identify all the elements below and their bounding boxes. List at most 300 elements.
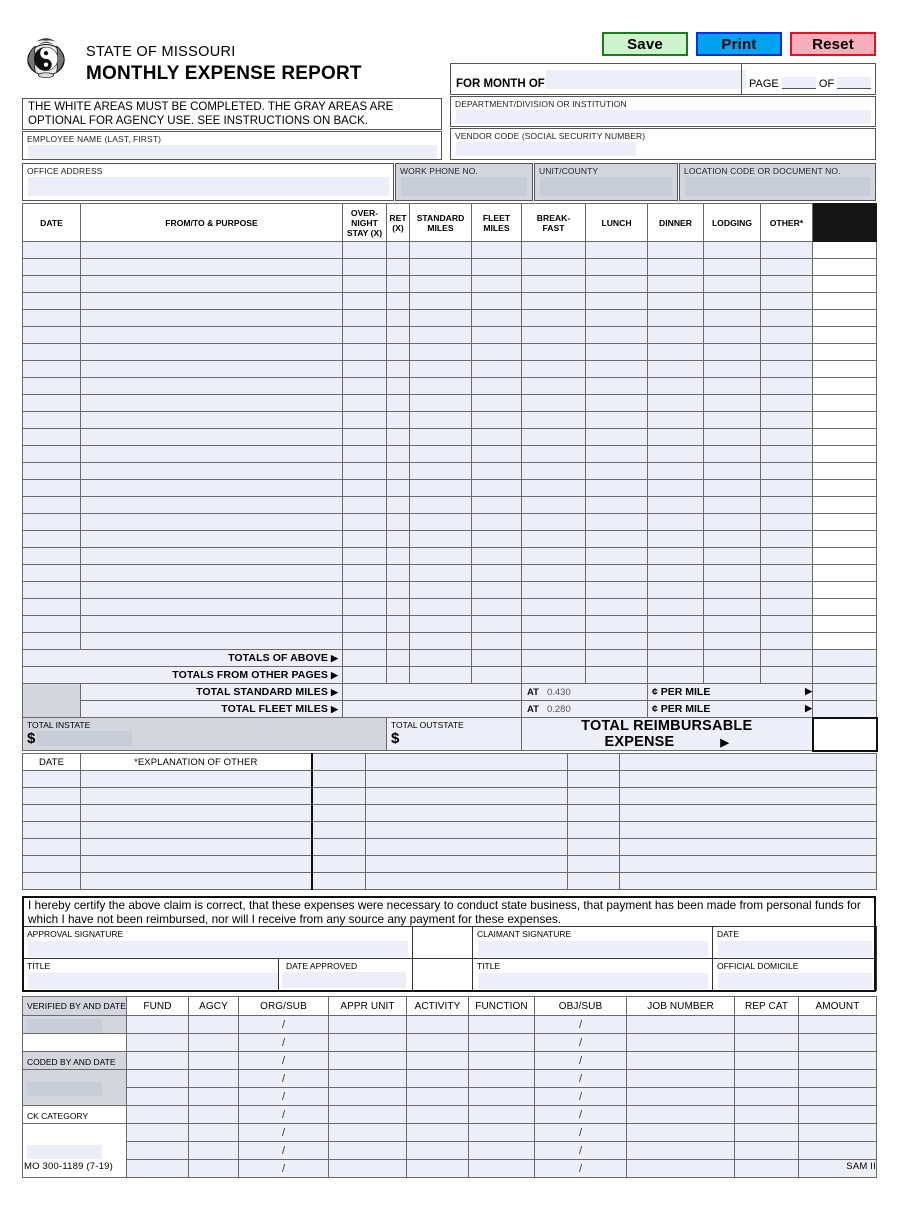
cell[interactable] [586, 429, 648, 446]
cell[interactable] [704, 395, 761, 412]
cell[interactable] [410, 463, 472, 480]
cell[interactable] [761, 293, 813, 310]
cell[interactable] [735, 1088, 799, 1106]
cell[interactable] [387, 650, 410, 667]
cell[interactable] [23, 463, 81, 480]
cell[interactable] [81, 463, 343, 480]
cell[interactable] [522, 633, 586, 650]
cell[interactable] [586, 327, 648, 344]
cell[interactable] [761, 344, 813, 361]
cell[interactable] [343, 565, 387, 582]
cell[interactable] [387, 667, 410, 684]
cell[interactable] [23, 822, 81, 839]
cell[interactable] [627, 1124, 735, 1142]
unit-county-input[interactable] [540, 177, 672, 196]
cell[interactable] [761, 582, 813, 599]
cell[interactable] [469, 1142, 535, 1160]
cell[interactable] [23, 771, 81, 788]
cell[interactable] [81, 429, 343, 446]
cell[interactable] [81, 633, 343, 650]
employee-name-input[interactable] [28, 145, 437, 159]
cell[interactable] [704, 497, 761, 514]
cell[interactable] [522, 344, 586, 361]
cell[interactable] [522, 650, 586, 667]
cell[interactable] [648, 582, 704, 599]
cell[interactable] [469, 1016, 535, 1034]
cell[interactable] [343, 463, 387, 480]
cell[interactable] [407, 1124, 469, 1142]
cell[interactable] [366, 788, 568, 805]
cell[interactable] [799, 1088, 877, 1106]
cell[interactable] [522, 514, 586, 531]
cell[interactable] [535, 1088, 627, 1106]
cell[interactable] [735, 1142, 799, 1160]
cell[interactable] [799, 1034, 877, 1052]
cell[interactable] [410, 633, 472, 650]
cell[interactable] [312, 856, 366, 873]
cell[interactable] [472, 633, 522, 650]
cell[interactable] [627, 1034, 735, 1052]
cell[interactable] [704, 667, 761, 684]
cell[interactable] [189, 1142, 239, 1160]
fleet-amount[interactable] [813, 701, 877, 718]
cell[interactable] [329, 1124, 407, 1142]
cell[interactable] [387, 633, 410, 650]
cell[interactable] [648, 480, 704, 497]
cell[interactable] [620, 754, 877, 771]
cell[interactable] [387, 497, 410, 514]
cell[interactable] [522, 412, 586, 429]
cell[interactable] [535, 1034, 627, 1052]
cell[interactable] [799, 1106, 877, 1124]
cell[interactable] [586, 565, 648, 582]
cell[interactable] [410, 310, 472, 327]
date-input[interactable] [718, 941, 872, 957]
cell[interactable] [586, 582, 648, 599]
cell[interactable] [343, 327, 387, 344]
cell[interactable] [472, 259, 522, 276]
cell[interactable] [704, 548, 761, 565]
cell[interactable] [407, 1016, 469, 1034]
cell[interactable] [522, 259, 586, 276]
cell[interactable] [648, 242, 704, 259]
cell[interactable] [239, 1124, 329, 1142]
cell[interactable] [23, 531, 81, 548]
cell[interactable] [648, 514, 704, 531]
cell[interactable] [387, 259, 410, 276]
cell[interactable] [648, 446, 704, 463]
cell[interactable] [387, 429, 410, 446]
cell[interactable] [23, 805, 81, 822]
cell[interactable] [648, 310, 704, 327]
cell[interactable] [23, 361, 81, 378]
cell[interactable] [387, 582, 410, 599]
cell[interactable] [343, 446, 387, 463]
cell[interactable] [586, 531, 648, 548]
cell[interactable] [410, 480, 472, 497]
cell[interactable] [735, 1106, 799, 1124]
cell[interactable] [189, 1034, 239, 1052]
cell[interactable] [648, 548, 704, 565]
cell[interactable] [23, 276, 81, 293]
cell[interactable] [81, 378, 343, 395]
cell[interactable] [761, 480, 813, 497]
cell[interactable] [81, 361, 343, 378]
cell[interactable] [407, 1070, 469, 1088]
cell[interactable] [627, 1016, 735, 1034]
cell[interactable] [239, 1070, 329, 1088]
cell[interactable] [620, 822, 877, 839]
standard-rate-cell[interactable]: AT 0.430 [522, 684, 648, 701]
cell[interactable] [127, 1160, 189, 1178]
cell[interactable] [522, 395, 586, 412]
approval-signature-input[interactable] [28, 941, 408, 957]
cell[interactable] [410, 327, 472, 344]
cell[interactable] [704, 650, 761, 667]
cell[interactable] [329, 1160, 407, 1178]
cell[interactable] [410, 344, 472, 361]
office-address-input[interactable] [28, 177, 389, 196]
cell[interactable] [761, 429, 813, 446]
cell[interactable] [23, 856, 81, 873]
cell[interactable] [343, 531, 387, 548]
cell[interactable] [81, 242, 343, 259]
cell[interactable] [735, 1070, 799, 1088]
cell[interactable] [81, 839, 312, 856]
cell[interactable] [469, 1160, 535, 1178]
cell[interactable] [648, 497, 704, 514]
cell[interactable] [704, 242, 761, 259]
cell[interactable] [586, 616, 648, 633]
total-standard-miles-value[interactable] [343, 684, 522, 701]
cell[interactable] [329, 1016, 407, 1034]
cell[interactable] [387, 599, 410, 616]
cell[interactable] [23, 327, 81, 344]
cell[interactable] [127, 1034, 189, 1052]
total-outstate-input[interactable] [401, 731, 496, 746]
cell[interactable] [410, 378, 472, 395]
cell[interactable] [704, 446, 761, 463]
cell[interactable] [535, 1160, 627, 1178]
cell[interactable] [23, 395, 81, 412]
cell[interactable] [472, 514, 522, 531]
cell[interactable] [387, 446, 410, 463]
cell[interactable] [343, 514, 387, 531]
cell[interactable] [704, 633, 761, 650]
cell[interactable] [648, 650, 704, 667]
cell[interactable] [586, 446, 648, 463]
cell[interactable] [586, 276, 648, 293]
cell[interactable] [343, 293, 387, 310]
cell[interactable] [343, 395, 387, 412]
cell[interactable] [410, 446, 472, 463]
cell[interactable] [81, 805, 312, 822]
cell[interactable] [23, 633, 81, 650]
cell[interactable] [472, 650, 522, 667]
cell[interactable] [472, 497, 522, 514]
cell[interactable] [23, 839, 81, 856]
cell[interactable] [469, 1106, 535, 1124]
cell[interactable] [329, 1070, 407, 1088]
cell[interactable] [522, 565, 586, 582]
cell[interactable] [522, 548, 586, 565]
cell[interactable] [761, 667, 813, 684]
cell[interactable] [761, 497, 813, 514]
cell[interactable] [472, 429, 522, 446]
cell[interactable] [761, 514, 813, 531]
cell[interactable] [23, 616, 81, 633]
cell[interactable] [23, 480, 81, 497]
cell[interactable] [239, 1142, 329, 1160]
cell[interactable] [799, 1070, 877, 1088]
cell[interactable] [648, 378, 704, 395]
cell[interactable] [627, 1142, 735, 1160]
cell[interactable] [312, 822, 366, 839]
cell[interactable] [127, 1052, 189, 1070]
cell[interactable] [799, 1142, 877, 1160]
cell[interactable] [23, 310, 81, 327]
cell[interactable] [735, 1034, 799, 1052]
cell[interactable] [410, 361, 472, 378]
reset-button[interactable]: Reset [790, 32, 876, 56]
cell[interactable] [81, 873, 312, 890]
cell[interactable] [648, 344, 704, 361]
cell[interactable] [522, 667, 586, 684]
cell[interactable] [620, 805, 877, 822]
cell[interactable] [343, 650, 387, 667]
cell[interactable] [343, 344, 387, 361]
total-reimbursable-input[interactable] [813, 718, 877, 751]
cell[interactable] [189, 1016, 239, 1034]
cell[interactable] [343, 497, 387, 514]
cell[interactable] [81, 395, 343, 412]
cell[interactable] [472, 616, 522, 633]
cell[interactable] [522, 480, 586, 497]
cell[interactable] [704, 259, 761, 276]
cell[interactable] [81, 327, 343, 344]
date-approved-input[interactable] [282, 972, 406, 988]
cell[interactable] [81, 599, 343, 616]
cell[interactable] [329, 1088, 407, 1106]
cell[interactable] [799, 1052, 877, 1070]
cell[interactable] [586, 650, 648, 667]
cell[interactable] [522, 497, 586, 514]
cell[interactable] [648, 327, 704, 344]
cell[interactable] [568, 771, 620, 788]
cell[interactable] [410, 514, 472, 531]
cell[interactable] [239, 1088, 329, 1106]
cell[interactable] [239, 1034, 329, 1052]
cell[interactable] [407, 1052, 469, 1070]
cell[interactable] [387, 242, 410, 259]
cell[interactable] [469, 1070, 535, 1088]
cell[interactable] [627, 1052, 735, 1070]
cell[interactable] [387, 565, 410, 582]
cell[interactable] [410, 276, 472, 293]
cell[interactable] [472, 480, 522, 497]
cell[interactable] [586, 667, 648, 684]
cell[interactable] [472, 412, 522, 429]
cell[interactable] [648, 361, 704, 378]
cell[interactable] [410, 650, 472, 667]
cell[interactable] [127, 1070, 189, 1088]
claimant-signature-input[interactable] [478, 941, 708, 957]
cell[interactable] [312, 839, 366, 856]
cell[interactable] [410, 599, 472, 616]
cell[interactable] [648, 531, 704, 548]
cell[interactable] [522, 531, 586, 548]
cell[interactable] [387, 327, 410, 344]
cell[interactable] [387, 310, 410, 327]
save-button[interactable]: Save [602, 32, 688, 56]
cell[interactable] [23, 259, 81, 276]
cell[interactable] [535, 1124, 627, 1142]
cell[interactable] [472, 378, 522, 395]
cell[interactable] [761, 565, 813, 582]
cell[interactable] [704, 514, 761, 531]
cell[interactable] [620, 771, 877, 788]
cell[interactable] [343, 276, 387, 293]
cell[interactable] [387, 276, 410, 293]
cell[interactable] [81, 310, 343, 327]
cell[interactable] [761, 599, 813, 616]
cell[interactable] [387, 395, 410, 412]
accounting-side-label[interactable] [23, 1016, 127, 1034]
cell[interactable] [761, 310, 813, 327]
cell[interactable] [81, 497, 343, 514]
cell[interactable] [469, 1034, 535, 1052]
cell[interactable] [410, 497, 472, 514]
cell[interactable] [23, 582, 81, 599]
cell[interactable] [648, 412, 704, 429]
cell[interactable] [410, 667, 472, 684]
cell[interactable] [23, 599, 81, 616]
cell[interactable] [387, 344, 410, 361]
cell[interactable] [761, 361, 813, 378]
cell[interactable] [568, 839, 620, 856]
cell[interactable] [586, 395, 648, 412]
fleet-rate-cell[interactable]: AT 0.280 [522, 701, 648, 718]
cell[interactable] [81, 548, 343, 565]
cell[interactable] [312, 788, 366, 805]
cell[interactable] [586, 412, 648, 429]
print-button[interactable]: Print [696, 32, 782, 56]
cell[interactable] [535, 1052, 627, 1070]
for-month-input[interactable] [546, 70, 746, 89]
cell[interactable] [648, 259, 704, 276]
cell[interactable] [620, 839, 877, 856]
cell[interactable] [81, 788, 312, 805]
cell[interactable] [387, 293, 410, 310]
cell[interactable] [343, 378, 387, 395]
vendor-code-input[interactable] [456, 142, 636, 156]
cell[interactable] [343, 480, 387, 497]
cell[interactable] [81, 276, 343, 293]
cell[interactable] [189, 1088, 239, 1106]
cell[interactable] [522, 616, 586, 633]
cell[interactable] [366, 856, 568, 873]
cell[interactable] [586, 463, 648, 480]
cell[interactable] [627, 1070, 735, 1088]
cell[interactable] [312, 754, 366, 771]
cell[interactable] [535, 1016, 627, 1034]
cell[interactable] [366, 873, 568, 890]
cell[interactable] [189, 1106, 239, 1124]
cell[interactable] [704, 582, 761, 599]
cell[interactable] [568, 856, 620, 873]
cell[interactable] [189, 1124, 239, 1142]
cell[interactable] [648, 276, 704, 293]
cell[interactable] [472, 599, 522, 616]
cell[interactable] [366, 771, 568, 788]
cell[interactable] [586, 259, 648, 276]
cell[interactable] [735, 1052, 799, 1070]
cell[interactable] [410, 565, 472, 582]
cell[interactable] [366, 754, 568, 771]
cell[interactable] [472, 344, 522, 361]
cell[interactable] [387, 548, 410, 565]
side-label-input[interactable] [27, 1082, 102, 1096]
cell[interactable] [81, 531, 343, 548]
cell[interactable] [387, 378, 410, 395]
cell[interactable] [410, 531, 472, 548]
side-label-input[interactable] [27, 1019, 102, 1033]
cell[interactable] [343, 361, 387, 378]
cell[interactable] [627, 1106, 735, 1124]
cell[interactable] [239, 1052, 329, 1070]
cell[interactable] [522, 276, 586, 293]
cell[interactable] [329, 1142, 407, 1160]
cell[interactable] [522, 361, 586, 378]
cell[interactable] [648, 633, 704, 650]
cell[interactable] [387, 480, 410, 497]
cell[interactable] [761, 616, 813, 633]
cell[interactable] [586, 548, 648, 565]
cell[interactable] [472, 327, 522, 344]
cell[interactable] [586, 480, 648, 497]
cell[interactable] [410, 429, 472, 446]
work-phone-input[interactable] [401, 177, 527, 196]
cell[interactable] [568, 873, 620, 890]
cell[interactable] [522, 293, 586, 310]
cell[interactable] [704, 599, 761, 616]
cell[interactable] [343, 310, 387, 327]
cell[interactable] [410, 548, 472, 565]
cell[interactable] [586, 599, 648, 616]
cell[interactable] [410, 616, 472, 633]
cell[interactable] [410, 412, 472, 429]
cell[interactable] [472, 463, 522, 480]
cell[interactable] [23, 293, 81, 310]
side-label-input[interactable] [27, 1145, 102, 1159]
cell[interactable] [469, 1052, 535, 1070]
cell[interactable] [627, 1160, 735, 1178]
cell[interactable] [522, 599, 586, 616]
cell[interactable] [343, 259, 387, 276]
cell[interactable] [648, 667, 704, 684]
cell[interactable] [343, 667, 387, 684]
accounting-side-label[interactable] [23, 1070, 127, 1106]
cell[interactable] [568, 788, 620, 805]
cell[interactable] [586, 378, 648, 395]
cell[interactable] [387, 616, 410, 633]
cell[interactable] [23, 242, 81, 259]
cell[interactable] [799, 1124, 877, 1142]
cell[interactable] [329, 1106, 407, 1124]
cell[interactable] [23, 412, 81, 429]
cell[interactable] [343, 548, 387, 565]
cell[interactable] [568, 754, 620, 771]
